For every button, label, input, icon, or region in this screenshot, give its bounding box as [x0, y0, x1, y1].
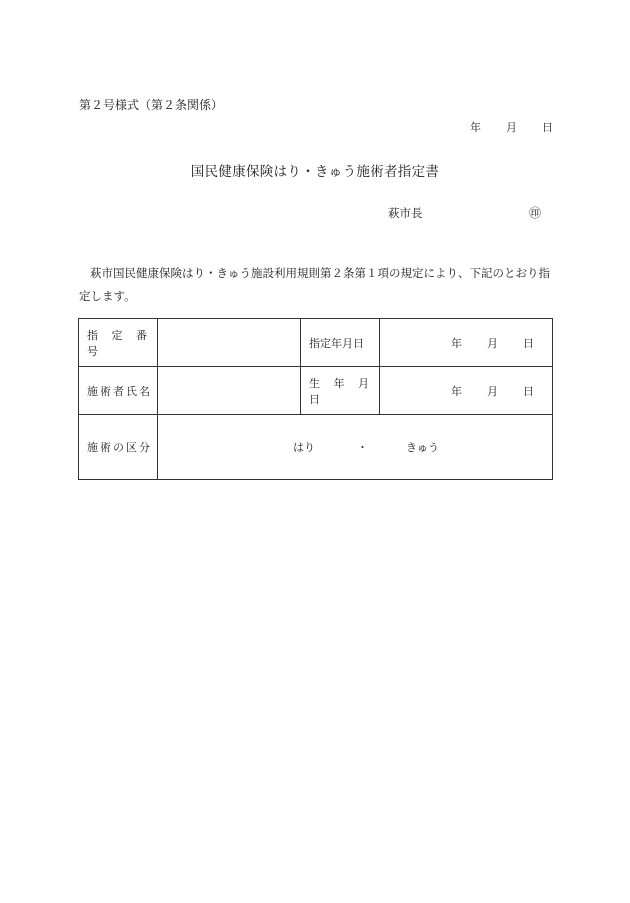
birth-date-label: 生 年 月 日 — [301, 367, 380, 415]
designation-date-label: 指定年月日 — [301, 319, 380, 367]
designation-number-field[interactable] — [158, 319, 301, 367]
designation-table — [78, 318, 553, 480]
birth-date-year: 年 — [451, 384, 462, 398]
practitioner-name-field[interactable] — [158, 367, 301, 415]
document-title: 国民健康保険はり・きゅう施術者指定書 — [190, 164, 440, 180]
designation-date-field[interactable] — [380, 319, 553, 367]
birth-date-field[interactable] — [380, 367, 553, 415]
category-option-kyu[interactable]: きゅう — [406, 441, 439, 454]
table-row — [79, 415, 553, 480]
designation-date-month: 月 — [487, 336, 498, 350]
issue-date — [470, 119, 553, 135]
category-option-hari[interactable]: はり — [293, 441, 315, 454]
issuer-name: 萩市長 — [388, 206, 423, 220]
table-row — [79, 367, 553, 415]
category-label: 施術の区分 — [79, 415, 158, 480]
practitioner-name-label: 施術者氏名 — [79, 367, 158, 415]
body-text: 萩市国民健康保険はり・きゅう施設利用規則第２条第１項の規定により、下記のとおり指定します。 — [79, 266, 550, 303]
birth-date-day: 日 — [523, 384, 534, 398]
issue-date-year: 年 — [470, 121, 481, 134]
form-number: 第２号様式（第２条関係） — [79, 98, 224, 112]
designation-date-year: 年 — [451, 336, 462, 350]
issue-date-month: 月 — [506, 121, 517, 134]
category-separator: ・ — [357, 441, 368, 454]
designation-number-label: 指 定 番 号 — [79, 319, 158, 367]
category-field[interactable] — [158, 415, 553, 480]
issue-date-day: 日 — [542, 121, 553, 134]
designation-date-day: 日 — [523, 336, 534, 350]
birth-date-month: 月 — [487, 384, 498, 398]
table-row — [79, 319, 553, 367]
seal-mark: ㊞ — [529, 206, 542, 220]
